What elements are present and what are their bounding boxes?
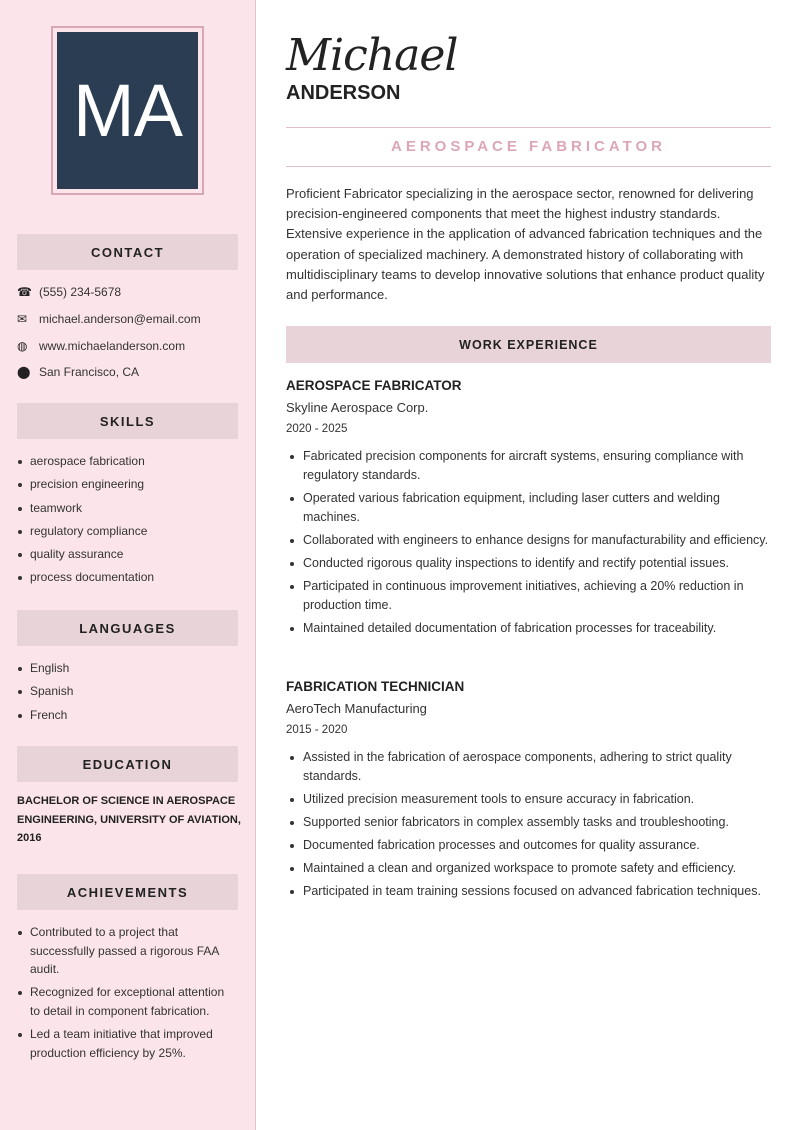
- monogram-logo: MA: [51, 26, 204, 195]
- dates: 2020 - 2025: [286, 423, 348, 435]
- languages-heading: LANGUAGES: [17, 610, 238, 646]
- skills-list: [17, 452, 154, 592]
- contact-heading: CONTACT: [17, 234, 238, 270]
- list-item: precision engineering: [17, 475, 154, 494]
- phone-icon: ☎: [17, 285, 32, 300]
- job-entry-title: AEROSPACE FABRICATOR: [286, 378, 462, 393]
- list-item: Maintained detailed documentation of fabrication processes for traceability.: [286, 619, 771, 638]
- languages-list: [17, 659, 73, 729]
- bullet-list: [286, 748, 771, 901]
- company: Skyline Aerospace Corp.: [286, 400, 429, 415]
- list-item: Contributed to a project that successfully passed a rigorous FAA audit.: [17, 923, 232, 979]
- education-heading: EDUCATION: [17, 746, 238, 782]
- list-item: Recognized for exceptional attention to detail in component fabrication.: [17, 983, 232, 1020]
- phone: (555) 234-5678: [39, 285, 122, 300]
- email-icon: ✉: [17, 312, 28, 327]
- website[interactable]: www.michaelanderson.com: [39, 338, 186, 353]
- sidebar: [0, 0, 256, 1130]
- list-item: regulatory compliance: [17, 522, 154, 541]
- list-item: aerospace fabrication: [17, 452, 154, 471]
- location-pin-icon: ⬤: [17, 365, 31, 380]
- list-item: Collaborated with engineers to enhance designs for manufacturability and efficiency.: [286, 531, 771, 550]
- list-item: Supported senior fabricators in complex assembly tasks and troubleshooting.: [286, 813, 771, 832]
- dates: 2015 - 2020: [286, 724, 348, 736]
- list-item: Conducted rigorous quality inspections to identify and rectify potential issues.: [286, 554, 771, 573]
- list-item: Utilized precision measurement tools to ensure accuracy in fabrication.: [286, 790, 771, 809]
- divider: [286, 127, 771, 128]
- job-entry: [286, 378, 771, 642]
- list-item: Fabricated precision components for aircraft systems, ensuring compliance with regulatory standards.: [286, 447, 771, 485]
- list-item: Led a team initiative that improved production efficiency by 25%.: [17, 1025, 232, 1062]
- company: AeroTech Manufacturing: [286, 701, 427, 716]
- last-name: ANDERSON: [286, 82, 401, 104]
- job-entry-title: FABRICATION TECHNICIAN: [286, 679, 465, 694]
- list-item: Operated various fabrication equipment, including laser cutters and welding machines.: [286, 489, 771, 527]
- job-title: AEROSPACE FABRICATOR: [390, 138, 666, 155]
- job-entry: [286, 679, 771, 905]
- achievements-list: [17, 923, 232, 1067]
- list-item: French: [17, 706, 73, 725]
- achievements-heading: ACHIEVEMENTS: [17, 874, 238, 910]
- list-item: English: [17, 659, 73, 678]
- bullet-list: [286, 447, 771, 638]
- list-item: Spanish: [17, 682, 73, 701]
- list-item: teamwork: [17, 499, 154, 518]
- list-item: Participated in continuous improvement initiatives, achieving a 20% reduction in production time.: [286, 577, 771, 615]
- list-item: quality assurance: [17, 545, 154, 564]
- skills-heading: SKILLS: [17, 403, 238, 439]
- education-text: BACHELOR OF SCIENCE IN AEROSPACE ENGINEERING, UNIVERSITY OF AVIATION, 2016: [17, 795, 241, 844]
- globe-icon: ◍: [17, 338, 28, 353]
- email[interactable]: michael.anderson@email.com: [39, 312, 201, 327]
- first-name: Michael: [286, 30, 458, 81]
- summary: Proficient Fabricator specializing in the aerospace sector, renowned for delivering precision-engineered components that meet the highest industry standards. Extensive experience in the application of advanced fabrication techniques and the operation of specialized machinery. A demonstrated history of collaborating with multidisciplinary teams to develop innovative solutions that enhance product quality and performance.: [286, 186, 765, 303]
- list-item: process documentation: [17, 568, 154, 587]
- divider: [286, 166, 771, 167]
- location: San Francisco, CA: [39, 365, 140, 380]
- list-item: Documented fabrication processes and outcomes for quality assurance.: [286, 836, 771, 855]
- contact-list: [17, 279, 201, 386]
- list-item: Assisted in the fabrication of aerospace components, adhering to strict quality standards.: [286, 748, 771, 786]
- list-item: Maintained a clean and organized workspace to promote safety and efficiency.: [286, 859, 771, 878]
- experience-heading: WORK EXPERIENCE: [286, 326, 771, 363]
- list-item: Participated in team training sessions focused on advanced fabrication techniques.: [286, 882, 771, 901]
